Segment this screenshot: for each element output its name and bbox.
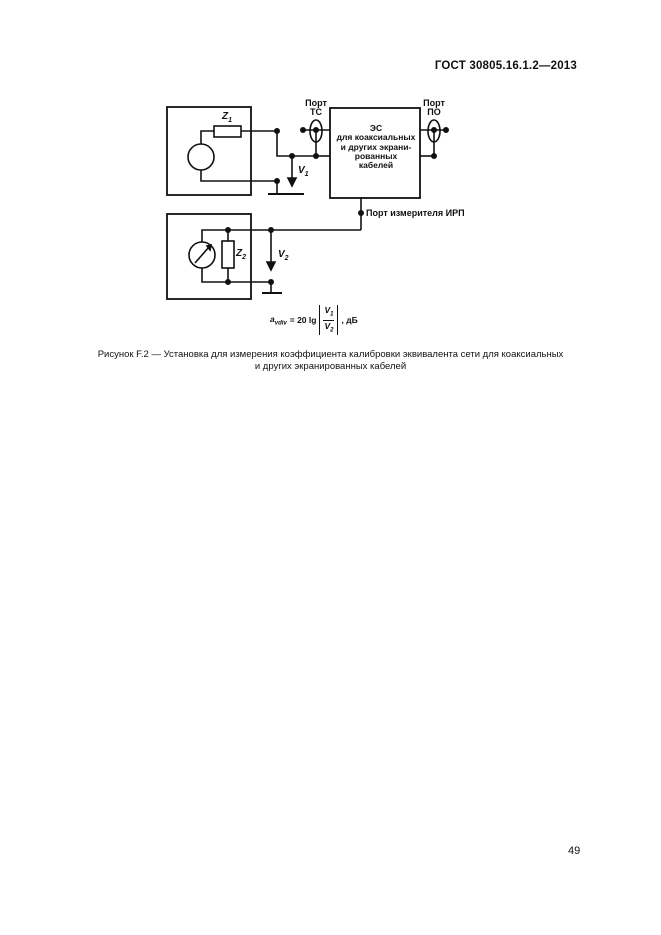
document-header: ГОСТ 30805.16.1.2—2013 [434,60,577,72]
figure-caption [68,349,593,373]
port-po-label [416,99,452,117]
meter-port-label: Порт измерителя ИРП [366,208,465,218]
figure-caption-line2: и других экранированных кабелей [254,361,407,372]
v1-letter: V [298,165,305,176]
es-block-line4: рованных [354,150,398,161]
v2-letter: V [278,249,285,260]
formula-lhs-symbol: a [270,313,275,324]
formula-num-sub: 1 [330,311,334,318]
v1-label [298,166,309,179]
port-po-label-line2: ПО [427,107,441,117]
formula-eq: = 20 lg [289,315,317,326]
page-number: 49 [568,845,581,857]
v2-label [278,250,289,263]
es-block-line2: для коаксиальных [336,132,416,143]
formula-num-letter: V [324,305,331,315]
calibration-formula [270,305,358,335]
port-tc-label-line1: Порт [305,98,327,108]
z1-resistor [214,126,241,137]
formula-fraction [319,305,338,335]
es-block-line5: кабелей [358,160,394,171]
port-po-label-line1: Порт [423,98,445,108]
es-block-line3: и других экрани- [340,141,412,152]
port-tc-label [298,99,334,117]
formula-unit: , дБ [341,315,358,326]
z2-letter: Z [236,248,243,259]
z2-sub: 2 [242,254,247,261]
port-tc-label-line2: ТС [310,107,322,117]
circuit-schematic [0,0,661,340]
figure-caption-line1: Рисунок F.2 — Установка для измерения коэффициента калибровки эквивалента сети для коаксиальных [97,349,564,360]
es-block-label [333,124,419,170]
z1-sub: 1 [228,117,233,124]
z2-label [236,249,246,262]
es-block-title: ЭС [369,123,383,133]
formula-den-letter: V [324,320,331,331]
formula-lhs-sub: vdiv [274,320,287,327]
formula-lhs [270,314,287,327]
z1-label [222,112,232,125]
z1-letter: Z [222,111,229,122]
formula-numerator [323,305,334,321]
formula-denominator [324,321,333,336]
signal-source-symbol [188,144,214,170]
formula-den-sub: 2 [330,327,334,334]
v1-sub: 1 [304,171,309,178]
measurement-setup-diagram [0,0,661,340]
z2-resistor [222,241,234,268]
v2-sub: 2 [284,255,289,262]
